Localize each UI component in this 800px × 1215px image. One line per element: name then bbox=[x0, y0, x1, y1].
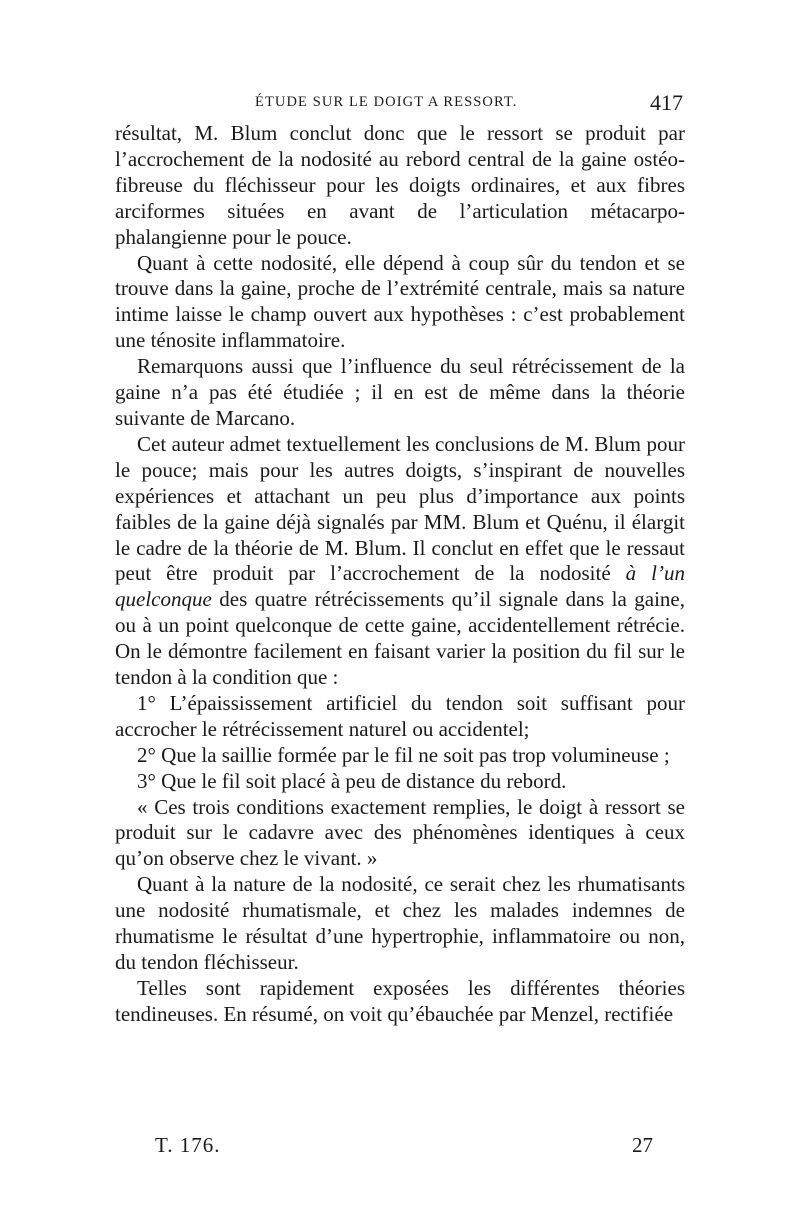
text-run: résultat, M. Blum conclut donc que le ressort se produit par l’accrochement de la nodosité au rebord central de la gaine ostéo-fibreuse du fléchisseur pour les doigts ordinaires, et aux fibres arciformes situées en avant de l’articulation métacarpo-phalangienne pour le pouce. bbox=[115, 121, 685, 249]
page-footer bbox=[155, 1133, 655, 1163]
paragraph bbox=[115, 872, 685, 976]
gathering-number: 27 bbox=[632, 1133, 653, 1157]
italic-text: à l’un quelconque bbox=[115, 561, 686, 612]
text-run: Cet auteur admet textuellement les conclusions de M. Blum pour le pouce; mais pour les autres doigts, s’inspirant de nouvelles expériences et attachant un peu plus d’importance aux points faibles de la gaine déjà signalés par MM. Blum et Quénu, il élargit le cadre de la théorie de M. Blum. Il conclut en effet que le ressaut peut être produit par l’accrochement de la nodosité bbox=[115, 431, 685, 586]
text-run: Quant à cette nodosité, elle dépend à coup sûr du tendon et se trouve dans la gaine, proche de l’extrémité centrale, mais sa nature intime laisse le champ ouvert aux hypothèses : c’est probablement une ténosite inflammatoire. bbox=[115, 250, 685, 353]
paragraph bbox=[115, 121, 685, 251]
paragraph bbox=[115, 251, 685, 355]
running-title: ÉTUDE SUR LE DOIGT A RESSORT. bbox=[255, 94, 518, 110]
text-run: des quatre rétrécissements qu’il signale dans la gaine, ou à un point quelconque de cette gaine, accidentellement rétrécie. On le démontre facilement en faisant varier la position du fil sur le tendon à la condition que : bbox=[115, 587, 685, 690]
paragraph bbox=[115, 795, 685, 873]
paragraph bbox=[115, 691, 685, 743]
text-run: 3° Que le fil soit placé à peu de distance du rebord. bbox=[137, 768, 567, 793]
paragraph bbox=[115, 743, 685, 769]
text-run: Remarquons aussi que l’influence du seul rétrécissement de la gaine n’a pas été étudiée ; il en est de même dans la théorie suivante de Marcano. bbox=[115, 354, 685, 430]
signature-mark: T. 176. bbox=[155, 1133, 221, 1157]
body-text bbox=[115, 121, 685, 1028]
paragraph bbox=[115, 976, 685, 1028]
page-number: 417 bbox=[650, 90, 683, 115]
text-run: 2° Que la saillie formée par le fil ne soit pas trop volumineuse ; bbox=[137, 742, 670, 767]
text-run: 1° L’épaississement artificiel du tendon soit suffisant pour accrocher le rétrécissement naturel ou accidentel; bbox=[115, 690, 685, 741]
text-run: Telles sont rapidement exposées les différentes théories tendineuses. En résumé, on voit qu’ébauchée par Menzel, rectifiée bbox=[115, 975, 685, 1026]
text-run: « Ces trois conditions exactement remplies, le doigt à ressort se produit sur le cadavre avec des phénomènes identiques à ceux qu’on observe chez le vivant. » bbox=[115, 794, 685, 871]
paragraph bbox=[115, 354, 685, 432]
paragraph bbox=[115, 432, 685, 691]
paragraph bbox=[115, 769, 685, 795]
text-run: Quant à la nature de la nodosité, ce serait chez les rhumatisants une nodosité rhumatismale, et chez les malades indemnes de rhumatisme le résultat d’une hypertrophie, inflammatoire ou non, du tendon fléchisseur. bbox=[115, 872, 685, 974]
running-header bbox=[115, 90, 685, 120]
